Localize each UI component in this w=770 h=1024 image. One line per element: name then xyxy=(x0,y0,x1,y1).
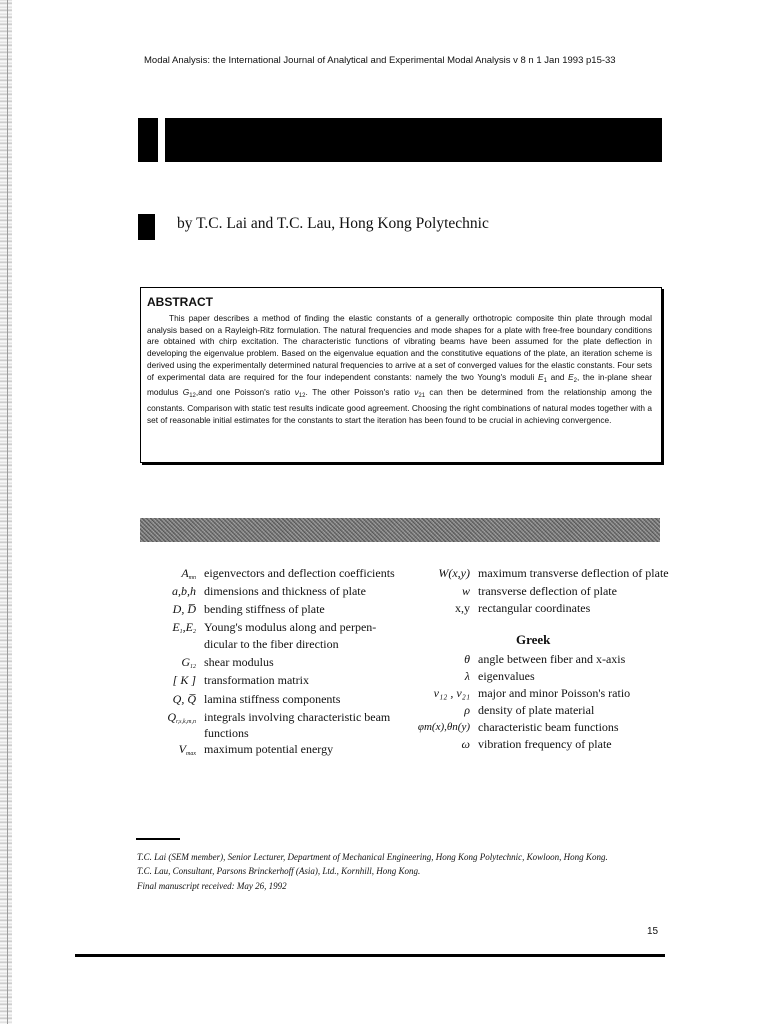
nomenclature-heading-bar xyxy=(140,518,660,542)
journal-header: Modal Analysis: the International Journal of Analytical and Experimental Modal Analysis v 8 n 1 Jan 1993 p15-33 xyxy=(144,55,616,66)
authors-line: by T.C. Lai and T.C. Lau, Hong Kong Polytechnic xyxy=(177,215,489,232)
title-bar xyxy=(165,118,662,162)
footnote-author-1: T.C. Lai (SEM member), Senior Lecturer, Department of Mechanical Engineering, Hong Kong Polytechnic, Kowloon, Hong Kong. xyxy=(137,852,608,862)
abstract-heading: ABSTRACT xyxy=(147,295,213,309)
footnote-separator xyxy=(136,838,180,840)
scan-edge-artifact xyxy=(0,0,12,1024)
footnote-author-2: T.C. Lau, Consultant, Parsons Brinckerhoff (Asia), Ltd., Kornhill, Hong Kong. xyxy=(137,866,421,876)
page-number: 15 xyxy=(647,926,659,937)
title-marker-block xyxy=(138,118,158,162)
greek-subheading: Greek xyxy=(516,632,551,647)
author-marker-block xyxy=(138,214,155,240)
footnote-manuscript-date: Final manuscript received: May 26, 1992 xyxy=(137,881,287,891)
bottom-rule xyxy=(75,954,665,957)
scan-edge-line xyxy=(7,0,8,1024)
abstract-text: This paper describes a method of finding the elastic constants of a generally orthotropic composite thin plate through modal analysis based on a Rayleigh-Ritz formulation. The natural frequencies and mode shapes for a plate with free-free boundary conditions are obtained with chirp excitation. The characteristic functions of vibrating beams have been assumed for the plate deflection in developing the eigenvalue problem. Based on the eigenvalue equation and the constitutive equations of the plate, an iteration scheme is derived using the experimentally determined natural frequencies to arrive at a set of converged values for the elastic constants. Four sets of experimental data are required for the four independent constants: namely the two Young's moduli $E_1$ and $E_2$, the in-plane shear modulus $G_{12},and$ one Poisson's ratio $\nu_{12}$. The other Poisson's ratio $\nu_{21}$ can then be determined from the relationship among the constants. Comparison with static test results indicate good agreement. Choosing the right combinations of natural modes together with a set of reasonable initial estimates for the constants to start the iteration has been found to be crucial in achieving convergence. xyxy=(147,313,652,425)
